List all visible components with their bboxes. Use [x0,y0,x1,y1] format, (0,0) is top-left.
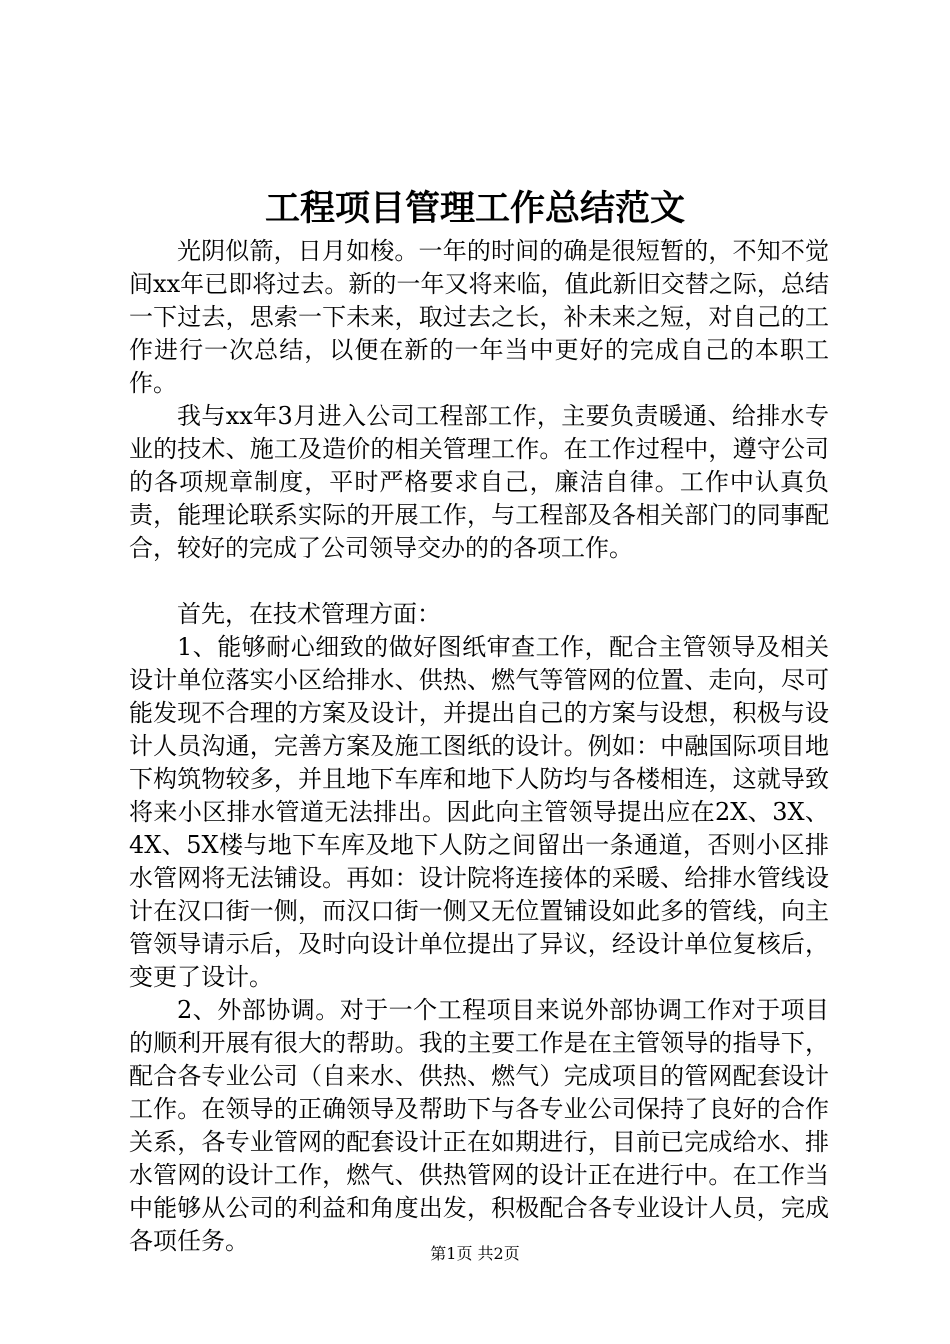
page-footer: 第1页 共2页 [430,1244,520,1263]
paragraph-item-2: 2、外部协调。对于一个工程项目来说外部协调工作对于项目的顺利开展有很大的帮助。我的主要工作是在主管领导的指导下，配合各专业公司（自来水、供热、燃气）完成项目的管网配套设计工作。在领导的正确领导及帮助下与各专业公司保持了良好的合作关系，各专业管网的配套设计正在如期进行，目前已完成给水、排水管网的设计工作，燃气、供热管网的设计正在进行中。在工作当中能够从公司的利益和角度出发，积极配合各专业设计人员，完成各项任务。 [129,996,829,1255]
paragraph-section-heading: 首先，在技术管理方面： [177,600,441,628]
document-body [129,235,829,1258]
document-title: 工程项目管理工作总结范文 [264,188,685,229]
paragraph-item-1: 1、能够耐心细致的做好图纸审查工作，配合主管领导及相关设计单位落实小区给排水、供热、燃气等管网的位置、走向，尽可能发现不合理的方案及设计，并提出自己的方案与设想，积极与设计人员沟通，完善方案及施工图纸的设计。例如：中融国际项目地下构筑物较多，并且地下车库和地下人防均与各楼相连，这就导致将来小区排水管道无法排出。因此向主管领导提出应在2X、3X、4X、5X楼与地下车库及地下人防之间留出一条通道，否则小区排水管网将无法铺设。再如：设计院将连接体的采暖、给排水管线设计在汉口街一侧，而汉口街一侧又无位置铺设如此多的管线，向主管领导请示后，及时向设计单位提出了异议，经设计单位复核后，变更了设计。 [129,633,829,991]
paragraph-role: 我与xx年3月进入公司工程部工作，主要负责暖通、给排水专业的技术、施工及造价的相关管理工作。在工作过程中，遵守公司的各项规章制度，平时严格要求自己，廉洁自律。工作中认真负责，能理论联系实际的开展工作，与工程部及各相关部门的同事配合，较好的完成了公司领导交办的的各项工作。 [129,402,829,562]
paragraph-intro: 光阴似箭，日月如梭。一年的时间的确是很短暂的，不知不觉间xx年已即将过去。新的一年又将来临，值此新旧交替之际，总结一下过去，思索一下未来，取过去之长，补未来之短，对自己的工作进行一次总结，以便在新的一年当中更好的完成自己的本职工作。 [129,237,829,397]
